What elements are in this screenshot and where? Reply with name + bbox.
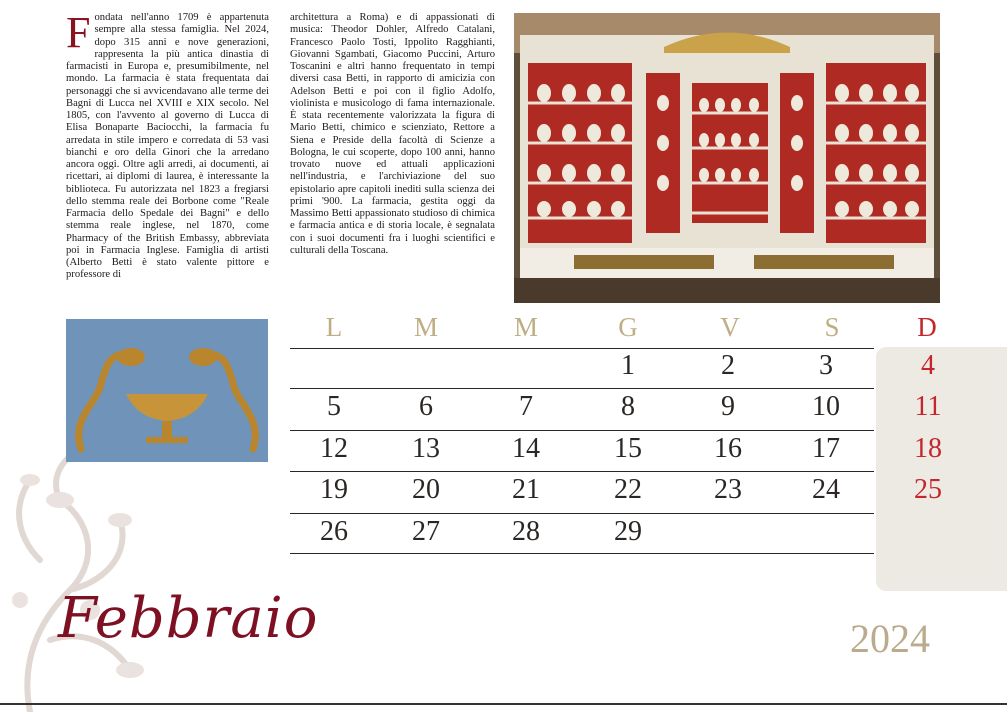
day-cell: 6 xyxy=(419,391,433,422)
article-column-2 xyxy=(290,12,495,257)
day-cell-sunday: 25 xyxy=(914,474,942,505)
day-cell: 10 xyxy=(812,391,840,422)
weekday-header: V xyxy=(720,312,740,342)
row-divider xyxy=(290,430,874,431)
article-text-1: ondata nell'anno 1709 è appartenuta sempre alla stessa famiglia. Nel 2024, dopo 315 anni e nove generazioni, rappresenta la più antica dinastia di farmacisti in Europa e, presumibilmente, nel mondo. La farmacia è stata frequentata dai personaggi che si avvicendavano alle terme dei Bagni di Lucca nel XVIII e XIX secolo. Nel 1805, con l'avvento al governo di Lucca di Elisa Bonaparte Baciocchi, la farmacia fu arredata in stile impero e corredata di 53 vasi bianchi e oro della Ginori che la arredano ancora oggi. Oltre agli arredi, ai documenti, ai ricettari, ai diplomi di laurea, è interessante la biblioteca. Fu autorizzata nel 1823 a fregiarsi dello stemma reale dei Borbone come "Reale Farmacia dello Spedale dei Bagni" e dello stemma reale inglese, nel 1870, come Pharmacy of the British Embassy, abbreviata poi in Farmacia Inglese. Famiglia di artisti (Alberto Betti è stato valente pittore e professore di xyxy=(66,12,269,281)
weekday-header-sunday: D xyxy=(917,312,937,342)
row-divider xyxy=(290,348,874,349)
day-cell: 14 xyxy=(512,433,540,464)
weekday-header: G xyxy=(618,312,638,342)
serpents-ornament-photo xyxy=(66,319,268,462)
article-text-2: architettura a Roma) e di appassionati di musica: Theodor Dohler, Alfredo Catalani, Francesco Paolo Tosti, Ippolito Ragghianti, Giovanni Sgambati, Giacomo Puccini, Arturo Toscanini e altri hanno frequentato in tempi diversi casa Betti, in rapporto di amicizia con Adelson Betti e poi con il figlio Adolfo, violinista e musicologo di fama internazionale. È stata recentemente valorizzata la figura di Mario Betti, chimico e scienziato, Rettore a Siena e Preside della facoltà di Scienze a Bologna, le cui scoperte, dopo 100 anni, hanno trovato nuove ed attuali applicazioni nell'industria, e l'archiviazione del suo epistolario apre capitoli inediti sulla scienza dei primi '900. La farmacia, gestita oggi da Massimo Betti appassionato studioso di chimica e farmacia antica e di storia locale, è segnalata con i suoi documenti fra i luoghi scientifici e culturali della Toscana. xyxy=(290,12,495,256)
day-cell: 15 xyxy=(614,433,642,464)
article-column-1 xyxy=(66,8,269,282)
day-cell-sunday: 4 xyxy=(921,350,935,381)
weekday-header: M xyxy=(513,312,538,342)
day-cell: 9 xyxy=(721,391,735,422)
sunday-column-tab xyxy=(876,347,1007,591)
day-cell: 23 xyxy=(714,474,742,505)
row-divider xyxy=(290,513,874,514)
day-cell: 5 xyxy=(327,391,341,422)
floral-ornament xyxy=(0,440,200,712)
pharmacy-cabinet-photo xyxy=(514,13,940,303)
day-cell: 20 xyxy=(412,474,440,505)
day-cell: 24 xyxy=(812,474,840,505)
day-cell: 17 xyxy=(812,433,840,464)
day-cell: 28 xyxy=(512,516,540,547)
day-cell-sunday: 18 xyxy=(914,433,942,464)
day-cell: 12 xyxy=(320,433,348,464)
page-bottom-rule xyxy=(0,703,1007,705)
weekday-header: S xyxy=(824,312,840,342)
row-divider xyxy=(290,471,874,472)
day-cell: 26 xyxy=(320,516,348,547)
day-cell: 22 xyxy=(614,474,642,505)
weekday-header: L xyxy=(325,312,343,342)
day-cell: 27 xyxy=(412,516,440,547)
day-cell: 29 xyxy=(614,516,642,547)
day-cell: 3 xyxy=(819,350,833,381)
day-cell: 1 xyxy=(621,350,635,381)
day-cell: 2 xyxy=(721,350,735,381)
day-cell: 8 xyxy=(621,391,635,422)
day-cell: 7 xyxy=(519,391,533,422)
drop-cap: F xyxy=(66,8,91,57)
day-cell: 19 xyxy=(320,474,348,505)
day-cell: 13 xyxy=(412,433,440,464)
weekday-header: M xyxy=(413,312,438,342)
row-divider xyxy=(290,553,874,554)
row-divider xyxy=(290,388,874,389)
day-cell-sunday: 11 xyxy=(914,391,942,422)
year-label: 2024 xyxy=(850,616,930,661)
day-cell: 21 xyxy=(512,474,540,505)
month-title: Febbraio xyxy=(58,586,319,651)
day-cell: 16 xyxy=(714,433,742,464)
